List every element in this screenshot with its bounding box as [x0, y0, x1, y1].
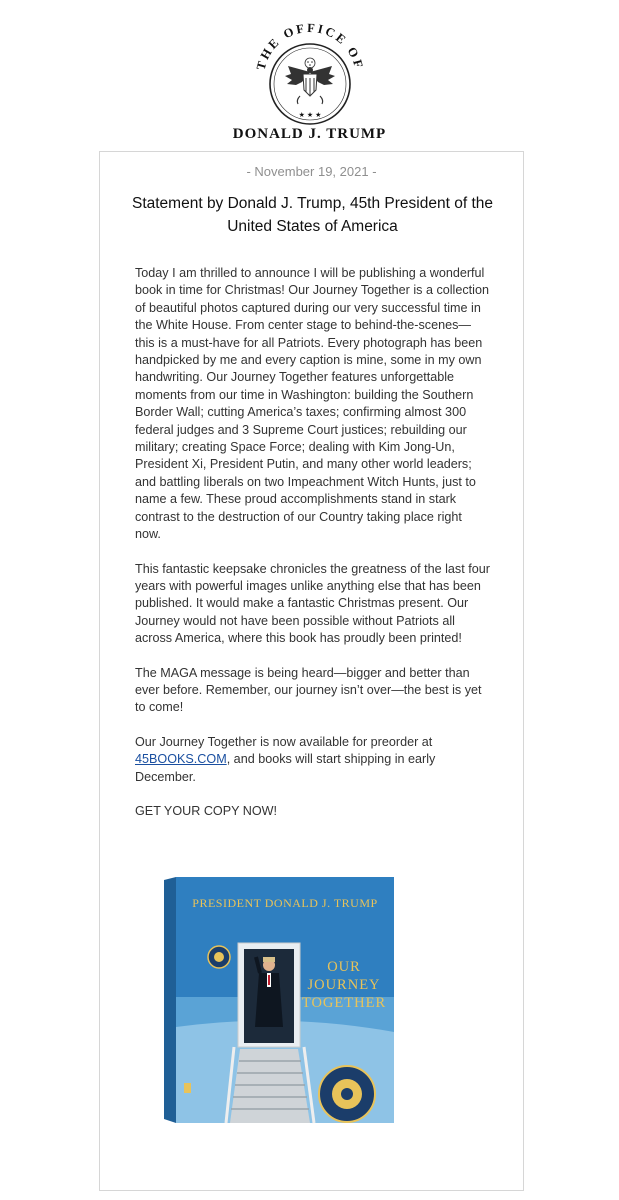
statement-body [135, 265, 490, 837]
call-to-action: GET YOUR COPY NOW! [135, 803, 278, 818]
seal-arc-text: THE OFFICE OF [253, 20, 367, 72]
preorder-text: Our Journey Together is now available for preorder at [135, 734, 433, 749]
book-title-line: JOURNEY [307, 977, 381, 993]
office-seal [250, 8, 370, 126]
paragraph: The MAGA message is being heard—bigger and better than ever before. Remember, our journey isn’t over—the best is yet to come! [135, 665, 482, 715]
seal-emblem-icon [250, 8, 370, 126]
paragraph: Today I am thrilled to announce I will be publishing a wonderful book in time for Christmas! Our Journey Together is a collection of beautiful photos captured during our very successful time in the White House. From center stage to behind-the-scenes—this is a must-have for all Patriots. Every photograph has been handpicked by me and every caption is mine, some in my own handwriting. Our Journey Together features unforgettable moments from our time in Washington: building the Southern Border Wall; cutting America’s taxes; confirming almost 300 federal judges and 3 Supreme Court justices; rebuilding our military; creating Space Force; dealing with Kim Jong-Un, President Xi, President Putin, and many other world leaders; and battling liberals on two Impeachment Witch Hunts, just to name a few. These proud accomplishments stand in stark contrast to the destruction of our Country taking place right now. [135, 266, 489, 542]
books-link[interactable]: 45BOOKS.COM [135, 752, 227, 767]
paragraph-preorder [135, 734, 490, 786]
statement-card [99, 151, 524, 1191]
book-cover-image [164, 877, 396, 1125]
preorder-text-end: , and books will start shipping in early December. [135, 752, 436, 784]
paragraph: This fantastic keepsake chronicles the greatness of the last four years with powerful images unlike anything else that has been published. It would make a fantastic Christmas present. Our Journey would not have been possible without Patriots all across America, where this book has proudly been printed! [135, 561, 490, 646]
svg-text:★ ★ ★: ★ ★ ★ [298, 112, 322, 119]
statement-title: Statement by Donald J. Trump, 45th President of the United States of America [131, 195, 493, 235]
book-author: PRESIDENT DONALD J. TRUMP [192, 896, 378, 910]
book-title-line: OUR [327, 959, 361, 975]
book-title-line: TOGETHER [301, 995, 387, 1011]
statement-date: - November 19, 2021 - [246, 164, 377, 179]
page-header [0, 0, 619, 150]
office-name: DONALD J. TRUMP [232, 126, 387, 142]
